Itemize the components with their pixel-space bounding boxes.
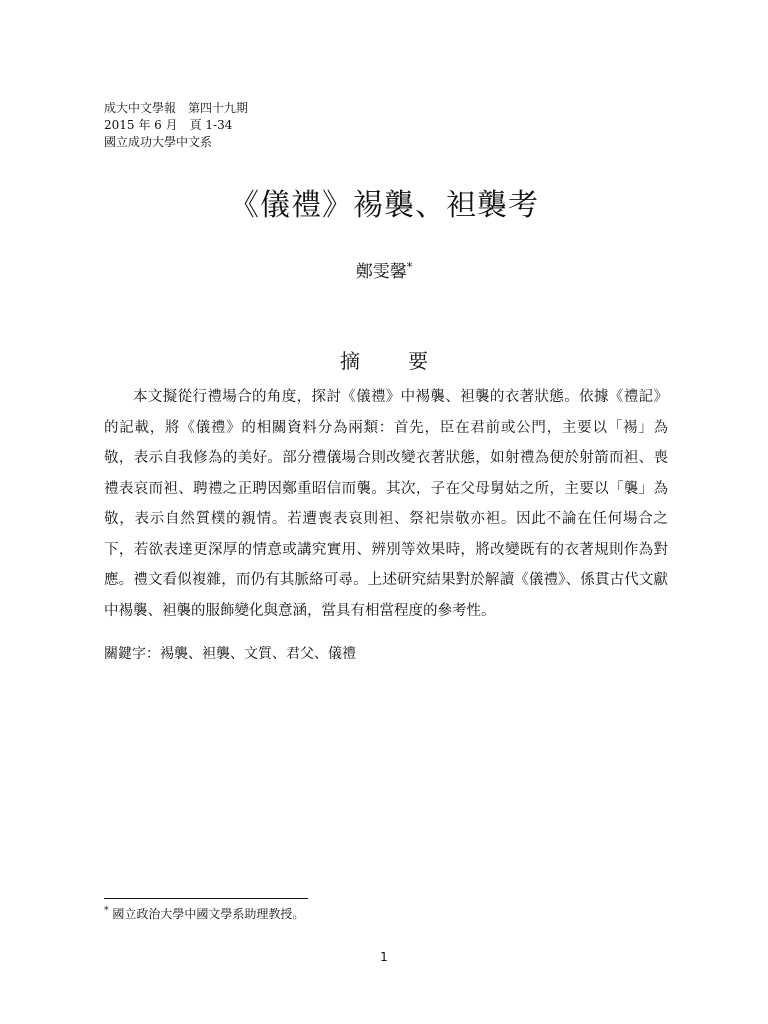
publisher: 國立成功大學中文系 bbox=[104, 135, 213, 149]
abstract-heading: 摘 要 bbox=[340, 349, 442, 373]
abstract-body: 本文擬從行禮場合的角度，探討《儀禮》中裼襲、袒襲的衣著狀態。依據《禮記》的記載，將《儀禮》的相關資料分為兩類：首先，臣在君前或公門，主要以「裼」為敬，表示自我修為的美好。部分禮儀場合則改變衣著狀態，如射禮為便於射箭而袒、喪禮表哀而袒、聘禮之正聘因鄭重昭信而襲。其次，子在父母舅姑之所，主要以「襲」為敬，表示自然質樸的親情。若遭喪表哀則袒、祭祀崇敬亦袒。因此不論在任何場合之下，若欲表達更深厚的情意或講究實用、辨別等效果時，將改變既有的衣著規則作為對應。禮文看似複雜，而仍有其脈絡可尋。上述研究結果對於解讀《儀禮》、係貫古代文獻中裼襲、袒襲的服飾變化與意涵，當具有相當程度的參考性。 bbox=[104, 389, 668, 619]
footnote-divider bbox=[104, 898, 308, 899]
author-name: 鄭雯馨 bbox=[355, 262, 407, 282]
page-number: 1 bbox=[380, 950, 388, 964]
footnote-mark: * bbox=[104, 906, 109, 916]
footnote bbox=[104, 905, 304, 922]
paper-title: 《儀禮》裼襲、袒襲考 bbox=[229, 188, 539, 223]
author-line bbox=[0, 257, 768, 282]
journal-header bbox=[104, 100, 248, 151]
footnote-text: 國立政治大學中國文學系助理教授。 bbox=[112, 907, 305, 921]
keywords: 關鍵字：裼襲、袒襲、文質、君父、儀禮 bbox=[104, 646, 356, 662]
journal-name: 成大中文學報 第四十九期 bbox=[104, 101, 249, 115]
issue-date-pages: 2015 年 6 月 頁 1-34 bbox=[104, 118, 233, 132]
author-footnote-mark: * bbox=[406, 260, 413, 274]
